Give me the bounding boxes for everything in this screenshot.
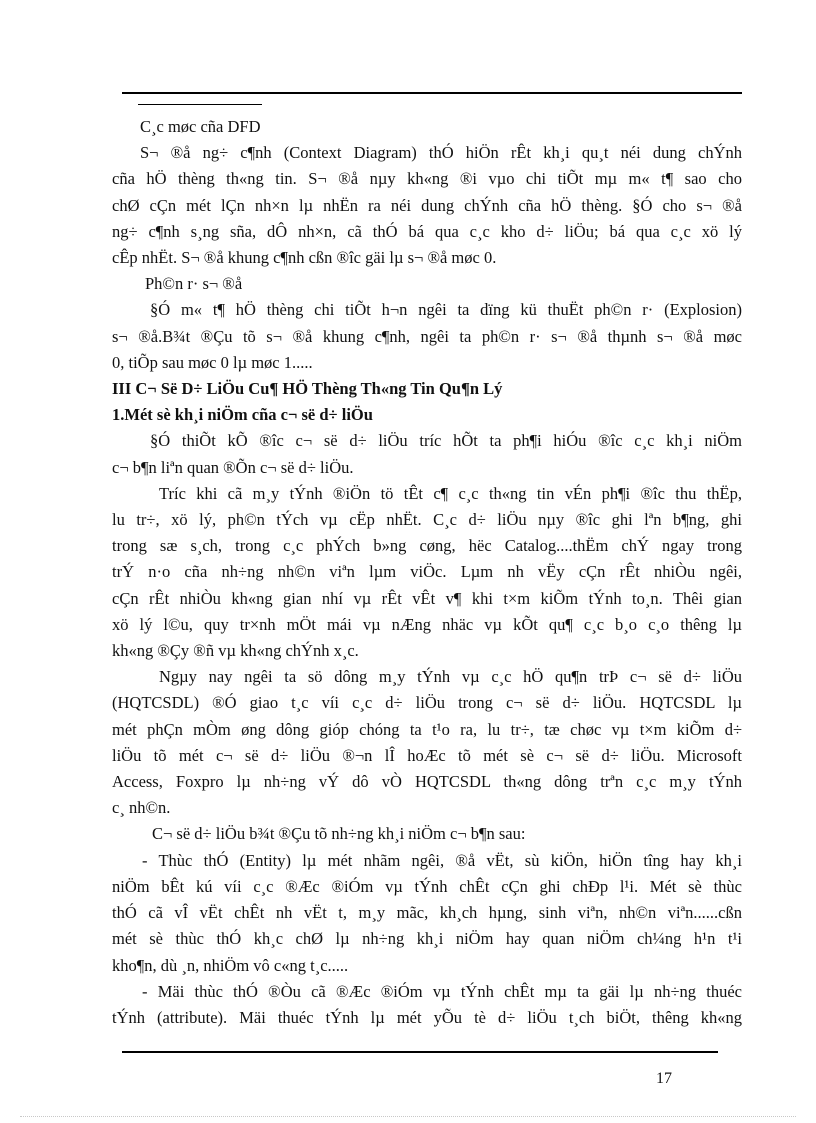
text-line: 0, tiÕp sau møc 0 lµ møc 1.....	[112, 352, 313, 372]
text-line: kh«ng ®Çy ®ñ vµ kh«ng chÝnh x¸c.	[112, 641, 359, 661]
text-line: cÊp nhËt. S¬ ®å khung c¶nh cßn ®îc gäi lµ s¬ ®å møc 0.	[112, 248, 497, 268]
text-line: cÇn rÊt nhiÒu kh«ng gian nhí vµ rÊt vÊt v¶ khi t×m kiÕm tÝnh to¸n. Thêi gian	[112, 588, 742, 608]
text-line: mét phÇn mÒm øng dông gióp chóng ta t¹o ra, lu tr÷, tæ chøc vµ t×m kiÕm d÷	[112, 719, 742, 739]
text-line: Access, Foxpro lµ nh÷ng vÝ dô vÒ HQTCSDL th«ng dông trªn c¸c m¸y tÝnh	[112, 772, 742, 792]
footer-rule	[122, 1051, 718, 1053]
text-line: - Mäi thùc thÓ ®Òu cã ®Æc ®iÓm vµ tÝnh chÊt mµ ta gäi lµ nh÷ng thuéc	[142, 981, 742, 1001]
text-line: trong sæ s¸ch, trong c¸c phÝch b»ng cøng, hëc Catalog....thËm chÝ ngay trong	[112, 536, 742, 556]
text-line: §Ó m« t¶ hÖ thèng chi tiÕt h¬n ngêi ta dïng kü thuËt ph©n r· (Explosion)	[150, 300, 742, 320]
text-line: c¬ b¶n liªn quan ®Õn c¬ së d÷ liÖu.	[112, 457, 354, 477]
text-line: S¬ ®å ng÷ c¶nh (Context Diagram) thÓ hiÖn rÊt kh¸i qu¸t néi dung chÝnh	[140, 143, 742, 163]
text-line: ng÷ c¶nh s¸ng sña, dÔ nh×n, cã thÓ bá qua c¸c kho d÷ liÖu; bá qua c¸c xö lý	[112, 221, 742, 241]
text-line: c¸ nh©n.	[112, 798, 171, 818]
text-line: trÝ n·o cña nh÷ng nh©n viªn lµm viÖc. Lµm nh vËy cÇn rÊt nhiÒu ngêi,	[112, 562, 742, 582]
text-line: liÖu tõ mét c¬ së d÷ liÖu ®¬n lÎ hoÆc tõ mét sè c¬ së d÷ liÖu. Microsoft	[112, 745, 742, 765]
text-line: thÓ cã vÎ vËt chÊt nh vËt t, m¸y mãc, kh¸ch hµng, sinh viªn, nh©n viªn......cßn	[112, 903, 742, 923]
text-line: xö lý l©u, quy tr×nh mÖt mái vµ nÆng nhäc vµ kÕt qu¶ c¸c b¸o c¸o thêng lµ	[112, 614, 742, 634]
page-number: 17	[656, 1070, 672, 1087]
text-line: kho¶n, dù ¸n, nhiÖm vô c«ng t¸c.....	[112, 955, 349, 975]
text-line: niÖm bÊt kú víi c¸c ®Æc ®iÓm vµ tÝnh chÊt cÇn ghi chÐp l¹i. Mét sè thùc	[112, 876, 742, 896]
text-line: Tríc khi cã m¸y tÝnh ®iÖn tö tÊt c¶ c¸c th«ng tin vÉn ph¶i ®îc thu thËp,	[159, 483, 742, 503]
text-line: C¬ së d÷ liÖu b¾t ®Çu tõ nh÷ng kh¸i niÖm c¬ b¶n sau:	[152, 824, 526, 844]
text-line: C¸c møc cña DFD	[140, 117, 261, 136]
section-heading: III C¬ Së D÷ LiÖu Cu¶ HÖ Thèng Th«ng Tin Qu¶n Lý	[112, 379, 503, 399]
header-rule	[122, 92, 742, 94]
header-short-rule	[138, 104, 262, 105]
text-line: Ngµy nay ngêi ta sö dông m¸y tÝnh vµ c¸c hÖ qu¶n trÞ c¬ së d÷ liÖu	[159, 667, 742, 687]
text-line: Ph©n r· s¬ ®å	[145, 274, 243, 294]
text-line: lu tr÷, xö lý, ph©n tÝch vµ cËp nhËt. C¸c d÷ liÖu nµy ®îc ghi lªn b¶ng, ghi	[112, 510, 742, 530]
text-line: - Thùc thÓ (Entity) lµ mét nhãm ngêi, ®å vËt, sù kiÖn, hiÖn tîng hay kh¸i	[142, 850, 742, 870]
text-line: cña hÖ thèng th«ng tin. S¬ ®å nµy kh«ng ®i vµo chi tiÕt mµ m« t¶ sao cho	[112, 169, 742, 189]
body-text	[112, 114, 742, 1031]
text-line: §Ó thiÕt kÕ ®îc c¬ së d÷ liÖu tríc hÕt ta ph¶i hiÓu ®îc c¸c kh¸i niÖm	[150, 431, 742, 451]
text-line: s¬ ®å.B¾t ®Çu tõ s¬ ®å khung c¶nh, ngêi ta ph©n r· s¬ ®å thµnh s¬ ®å møc	[112, 326, 742, 346]
page-edge-dotted-line	[20, 1116, 796, 1117]
text-line: mét sè thùc thÓ kh¸c chØ lµ nh÷ng kh¸i niÖm hay quan niÖm ch¼ng h¹n t¹i	[112, 929, 742, 949]
text-line: tÝnh (attribute). Mäi thuéc tÝnh lµ mét yÕu tè d÷ liÖu t¸ch biÖt, thêng kh«ng	[112, 1007, 742, 1027]
section-heading: 1.Mét sè kh¸i niÖm cña c¬ së d÷ liÖu	[112, 405, 373, 425]
text-line: (HQTCSDL) ®Ó giao t¸c víi c¸c d÷ liÖu trong c¬ së d÷ liÖu. HQTCSDL lµ	[112, 693, 742, 713]
text-line: chØ cÇn mét lÇn nh×n lµ nhËn ra néi dung chÝnh cña hÖ thèng. §Ó cho s¬ ®å	[112, 195, 742, 215]
